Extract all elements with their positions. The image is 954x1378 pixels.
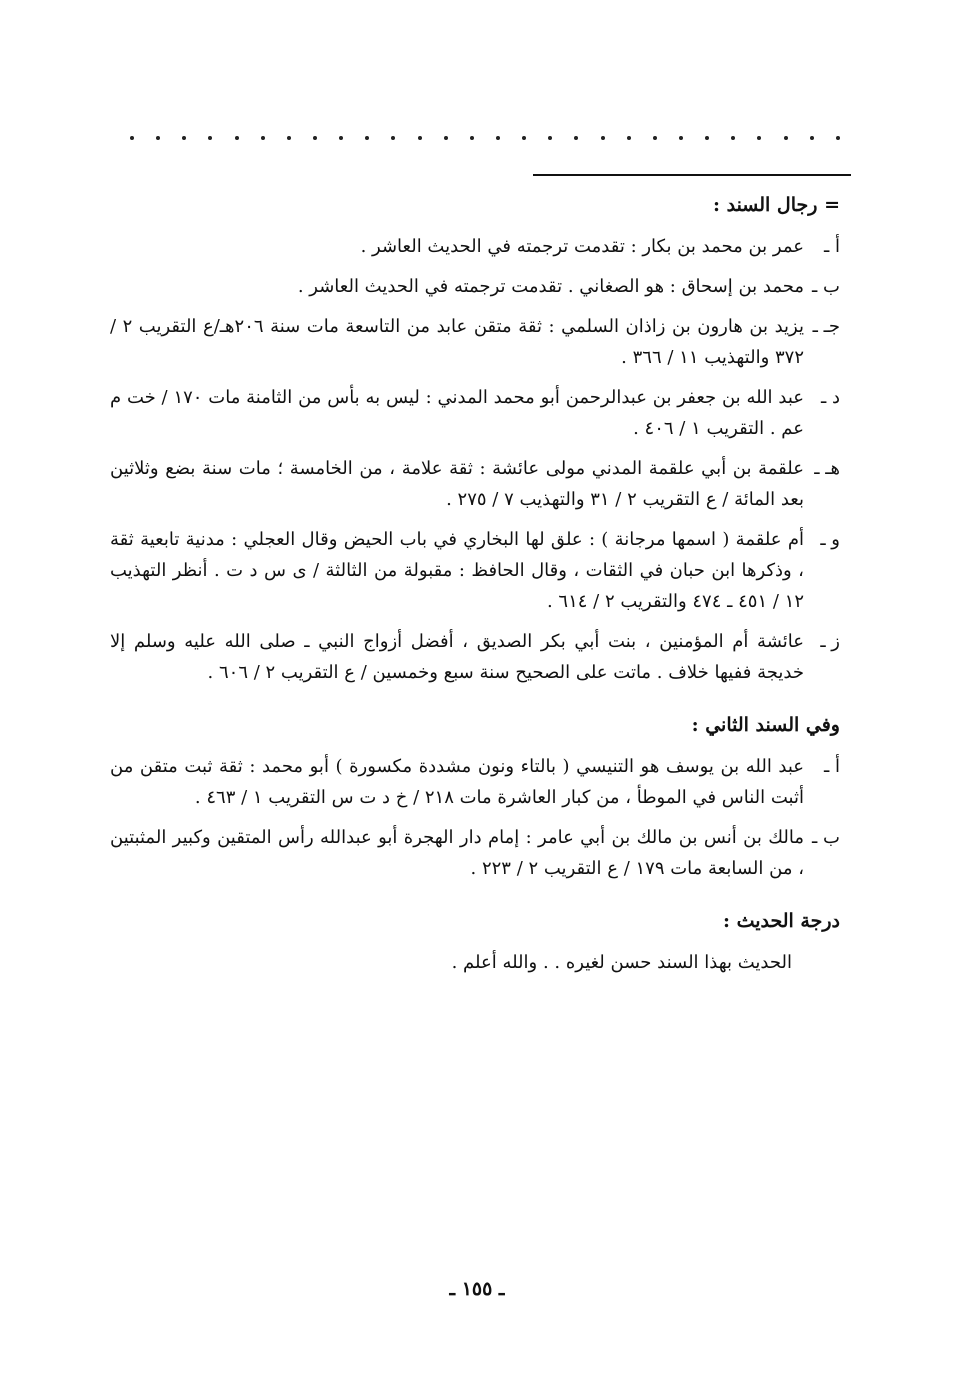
narrator-entry — [110, 751, 840, 813]
separator-dot — [784, 136, 788, 140]
narrator-entry — [110, 271, 840, 302]
separator-dot — [731, 136, 735, 140]
footnote-rule — [533, 174, 851, 176]
entry-marker: د ـ — [820, 387, 840, 408]
separator-dot — [548, 136, 552, 140]
separator-dot — [627, 136, 631, 140]
narrator-entry — [110, 822, 840, 884]
narrator-entry — [110, 453, 840, 515]
entry-text: أم علقمة ( اسمها مرجانة ) : علق لها البخاري في باب الحيض وقال العجلي : مدنية تابعية ثقة ، وذكرها ابن حبان في الثقات ، وقال الحافظ : مقبولة من الثالثة / ى س د ت . أنظر التهذيب ١٢ / ٤٥١ ـ ٤٧٤ والتقريب ٢ / ٦١٤ . — [110, 529, 804, 612]
entry-text: عمر بن محمد بن بكار : تقدمت ترجمته في الحديث العاشر . — [360, 236, 804, 257]
separator-dot — [208, 136, 212, 140]
hadith-grade-text: الحديث بهذا السند حسن لغيره . . والله أعلم . — [451, 952, 792, 973]
entry-marker: ب ـ — [812, 276, 840, 297]
entry-text: عائشة أم المؤمنين ، بنت أبي بكر الصديق ، أفضل أزواج النبي ـ صلى الله عليه وسلم إلا خديجة ففيها خلاف . ماتت على الصحيح سنة سبع وخمسين / ع التقريب ٢ / ٦٠٦ . — [110, 631, 804, 683]
separator-dot — [130, 136, 134, 140]
narrator-entry — [110, 626, 840, 688]
separator-dot — [836, 136, 840, 140]
hadith-grade-heading: درجة الحديث : — [722, 910, 840, 932]
separator-dot — [365, 136, 369, 140]
narrator-entry — [110, 524, 840, 617]
entry-text: محمد بن إسحاق : هو الصغاني . تقدمت ترجمته في الحديث العاشر . — [297, 276, 804, 297]
separator-dot — [601, 136, 605, 140]
separator-dot — [339, 136, 343, 140]
entry-marker: جـ ـ — [812, 316, 840, 337]
separator-dot — [705, 136, 709, 140]
entry-text: علقمة بن أبي علقمة المدني مولى عائشة : ثقة علامة ، من الخامسة ؛ مات سنة بضع وثلاثين بعد المائة / ع التقريب ٢ / ٣١ والتهذيب ٧ / ٢٧٥ . — [110, 458, 804, 510]
entry-marker: ز ـ — [820, 631, 840, 652]
separator-dot — [757, 136, 761, 140]
second-chain-heading: وفي السند الثاني : — [691, 714, 840, 736]
separator-dot — [287, 136, 291, 140]
entry-marker: و ـ — [820, 529, 840, 550]
entry-text: مالك بن أنس بن مالك بن أبي عامر : إمام دار الهجرة أبو عبدالله رأس المتقين وكبير المثبتين ، من السابعة مات ١٧٩ / ع التقريب ٢ / ٢٢٣ . — [110, 827, 804, 879]
entry-text: عبد الله بن جعفر بن عبدالرحمن أبو محمد المدني : ليس به بأس من الثامنة مات ١٧٠ / خت م عم . التقريب ١ / ٤٠٦ . — [110, 387, 804, 439]
entry-text: عبد الله بن يوسف هو التنيسي ( بالتاء ونون مشددة مكسورة ) أبو محمد : ثقة ثبت متقن من أثبت الناس في الموطأ ، من كبار العاشرة مات ٢١٨ / خ د ت س التقريب ١ / ٤٦٣ . — [110, 756, 804, 808]
entry-marker: ب ـ — [812, 827, 840, 848]
separator-dot — [653, 136, 657, 140]
separator-dot — [522, 136, 526, 140]
separator-dot — [313, 136, 317, 140]
separator-dot — [496, 136, 500, 140]
narrator-entry — [110, 231, 840, 262]
separator-dot — [418, 136, 422, 140]
separator-dot — [182, 136, 186, 140]
entry-marker: أ ـ — [824, 756, 840, 777]
separator-dot — [235, 136, 239, 140]
separator-dot — [574, 136, 578, 140]
dotted-separator — [130, 128, 840, 148]
entry-text: يزيد بن هارون بن زاذان السلمي : ثقة متقن عابد من التاسعة مات سنة ٢٠٦هـ/ع التقريب ٢ / ٣٧٢ والتهذيب ١١ / ٣٦٦ . — [110, 316, 804, 368]
narrator-entry — [110, 311, 840, 373]
separator-dot — [679, 136, 683, 140]
page-number: ـ ١٥٥ ـ — [449, 1278, 505, 1300]
entry-marker: أ ـ — [824, 236, 840, 257]
separator-dot — [261, 136, 265, 140]
entry-marker: هـ ـ — [814, 458, 840, 479]
narrators-heading: = رجال السند : — [712, 194, 840, 216]
page-content — [110, 190, 840, 978]
separator-dot — [810, 136, 814, 140]
separator-dot — [444, 136, 448, 140]
narrator-entry — [110, 382, 840, 444]
separator-dot — [156, 136, 160, 140]
separator-dot — [470, 136, 474, 140]
separator-dot — [391, 136, 395, 140]
